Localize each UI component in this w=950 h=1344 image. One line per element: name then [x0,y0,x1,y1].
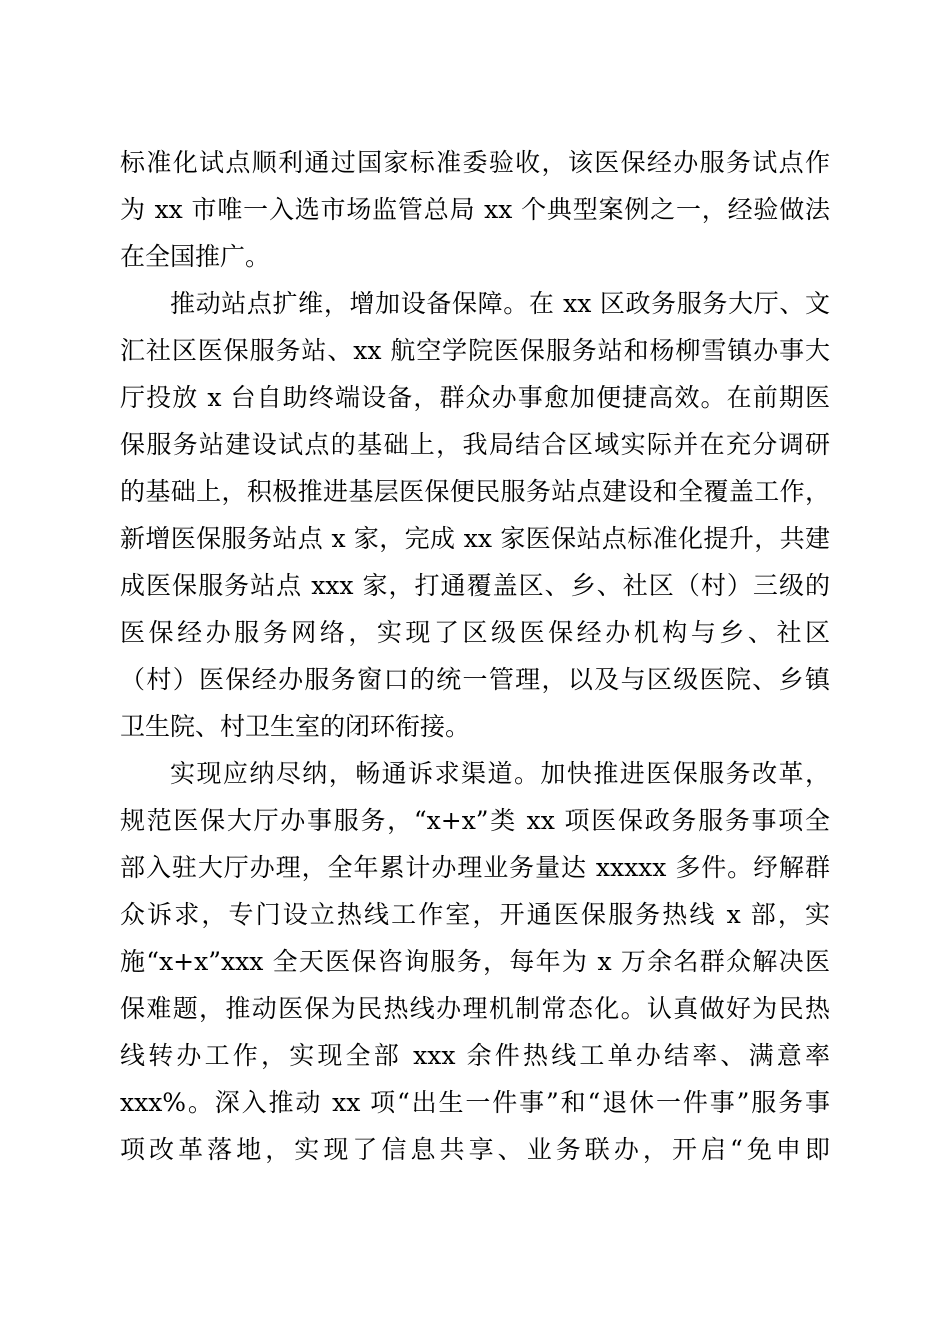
text-line: 保服务站建设试点的基础上，我局结合区域实际并在充分调研 [120,430,830,459]
text-line: 规范医保大厅办事服务，“x+x”类 xx 项医保政务服务事项全 [120,806,830,835]
text-line: 保难题，推动医保为民热线办理机制常态化。认真做好为民热 [120,994,830,1023]
text-line: （村）医保经办服务窗口的统一管理，以及与区级医院、乡镇 [120,665,830,694]
text-line: 众诉求，专门设立热线工作室，开通医保服务热线 x 部，实 [120,900,830,929]
text-line: 新增医保服务站点 x 家，完成 xx 家医保站点标准化提升，共建 [120,524,830,553]
text-line: 卫生院、村卫生室的闭环衔接。 [120,712,471,741]
text-line: xxx%。深入推动 xx 项“出生一件事”和“退休一件事”服务事 [120,1088,830,1117]
text-line: 标准化试点顺利通过国家标准委验收，该医保经办服务试点作 [120,148,830,177]
text-line: 线转办工作，实现全部 xxx 余件热线工单办结率、满意率 [120,1041,830,1070]
text-line: 汇社区医保服务站、xx 航空学院医保服务站和杨柳雪镇办事大 [120,336,830,365]
text-line: 的基础上，积极推进基层医保便民服务站点建设和全覆盖工作， [120,477,830,506]
text-line: 部入驻大厅办理，全年累计办理业务量达 xxxxx 多件。纾解群 [120,853,830,882]
text-line: 厅投放 x 台自助终端设备，群众办事愈加便捷高效。在前期医 [120,383,830,412]
text-line: 为 xx 市唯一入选市场监管总局 xx 个典型案例之一，经验做法 [120,195,830,224]
text-line: 项改革落地，实现了信息共享、业务联办，开启“免申即 [120,1135,830,1164]
text-line: 施“x+x”xxx 全天医保咨询服务，每年为 x 万余名群众解决医 [120,947,830,976]
paragraph-first-line: 实现应纳尽纳，畅通诉求渠道。加快推进医保服务改革， [170,759,830,788]
text-line: 成医保服务站点 xxx 家，打通覆盖区、乡、社区（村）三级的 [120,571,830,600]
paragraph-first-line: 推动站点扩维，增加设备保障。在 xx 区政务服务大厅、文 [170,289,830,318]
text-line: 在全国推广。 [120,242,271,271]
text-line: 医保经办服务网络，实现了区级医保经办机构与乡、社区 [120,618,830,647]
